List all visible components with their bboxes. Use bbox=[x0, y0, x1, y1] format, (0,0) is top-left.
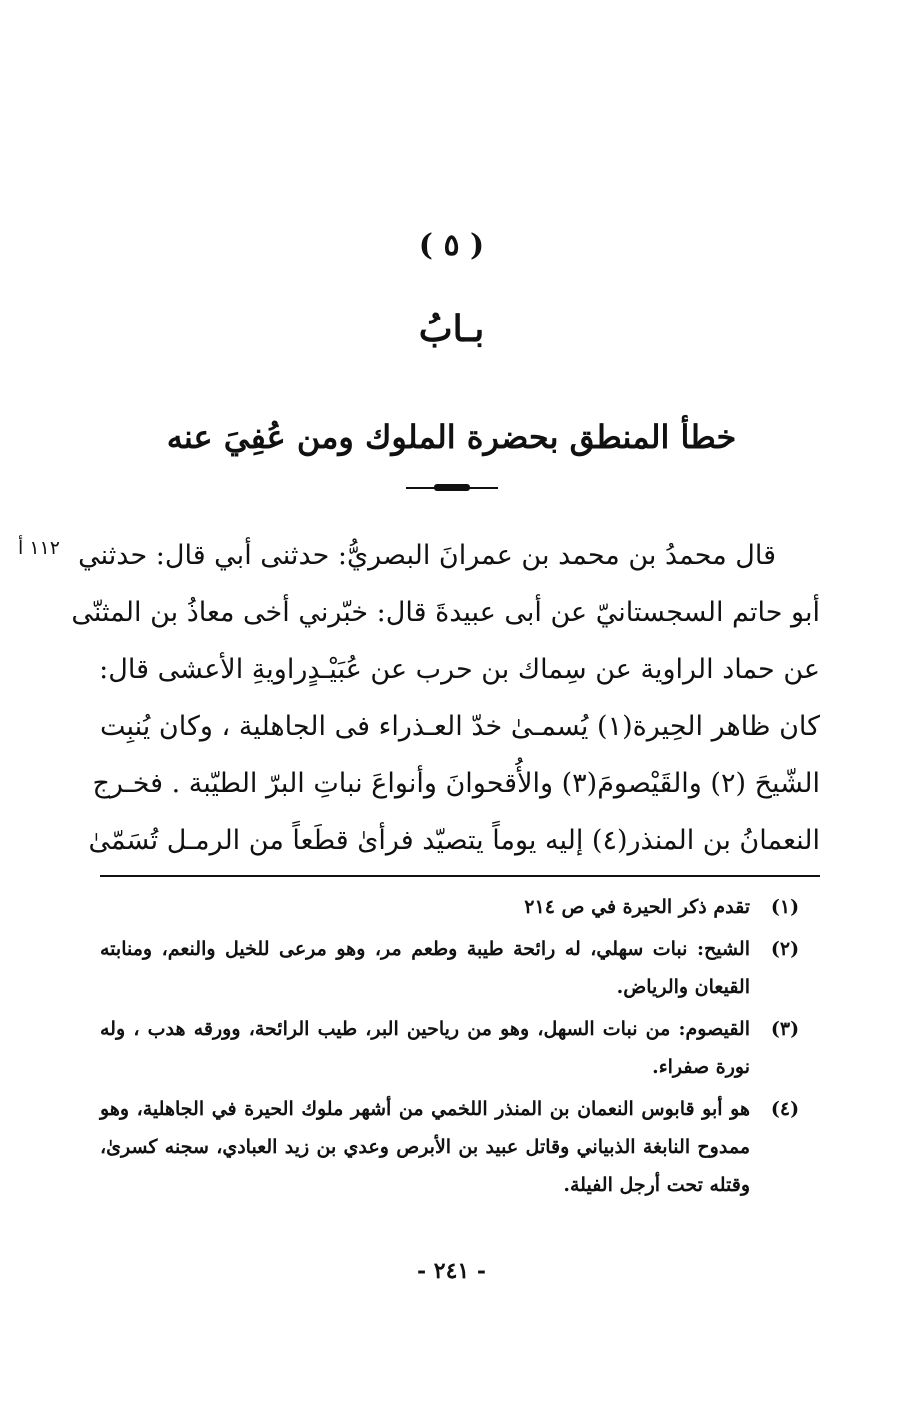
footnote bbox=[100, 1010, 820, 1086]
body-line: كان ظاهر الحِيرة(١) يُسمـىٰ خدّ العـذراء فى الجاهلية ، وكان يُنبِت bbox=[100, 711, 820, 742]
footnote bbox=[100, 1090, 820, 1204]
footnote-number: (١) bbox=[770, 896, 800, 918]
footnote bbox=[100, 888, 820, 926]
chapter-title: خطأ المنطق بحضرة الملوك ومن عُفِيَ عنه bbox=[166, 418, 737, 456]
footnote-separator bbox=[100, 875, 820, 877]
footnote-number: (٣) bbox=[770, 1018, 800, 1040]
footnote-text: هو أبو قابوس النعمان بن المنذر اللخمي من أشهر ملوك الحيرة في الجاهلية، وهو ممدوح النابغة الذبياني وقاتل عبيد بن الأبرص وعدي بن زيد العبادي، سجنه كسرىٰ، وقتله تحت أرجل الفيلة. bbox=[100, 1098, 750, 1196]
body-line: النعمانُ بن المنذر(٤) إليه يوماً يتصيّد فرأىٰ قطَعاً من الرمـل تُسَمّىٰ bbox=[88, 825, 820, 856]
body-line: عن حماد الراوية عن سِماك بن حرب عن عُبَيْـدٍراويةِ الأعشى قال: bbox=[99, 654, 820, 685]
page-number: - ٢٤١ - bbox=[416, 1258, 487, 1284]
body-line: قال محمدُ بن محمد بن عمرانَ البصريُّ: حدثنى أبي قال: حدثني bbox=[78, 540, 776, 571]
chapter-number: ( ٥ ) bbox=[418, 228, 485, 263]
manuscript-folio-note: ١١٢ أ bbox=[18, 537, 60, 559]
body-line: أبو حاتم السجستانيّ عن أبى عبيدةَ قال: خبّرني أخى معاذُ بن المثنّى bbox=[71, 597, 820, 628]
footnote-text: تقدم ذكر الحيرة في ص ٢١٤ bbox=[524, 896, 750, 918]
footnote-number: (٢) bbox=[770, 938, 800, 960]
footnote-text: الشيح: نبات سهلي، له رائحة طيبة وطعم مر، وهو مرعى للخيل والنعم، ومنابته القيعان والرياض. bbox=[100, 938, 750, 998]
section-label: بـابُ bbox=[418, 308, 485, 350]
footnote-number: (٤) bbox=[770, 1098, 800, 1120]
footnote bbox=[100, 930, 820, 1006]
body-line: الشّيحَ (٢) والقَيْصومَ(٣) والأُقحوانَ وأنواعَ نباتِ البرّ الطيّبة . فخـرج bbox=[92, 768, 820, 799]
title-divider-ornament bbox=[434, 484, 470, 491]
footnote-text: القيصوم: من نبات السهل، وهو من رياحين البر، طيب الرائحة، وورقه هدب ، وله نورة صفراء. bbox=[100, 1018, 750, 1078]
body-text bbox=[71, 527, 820, 869]
footnotes bbox=[100, 888, 820, 1208]
